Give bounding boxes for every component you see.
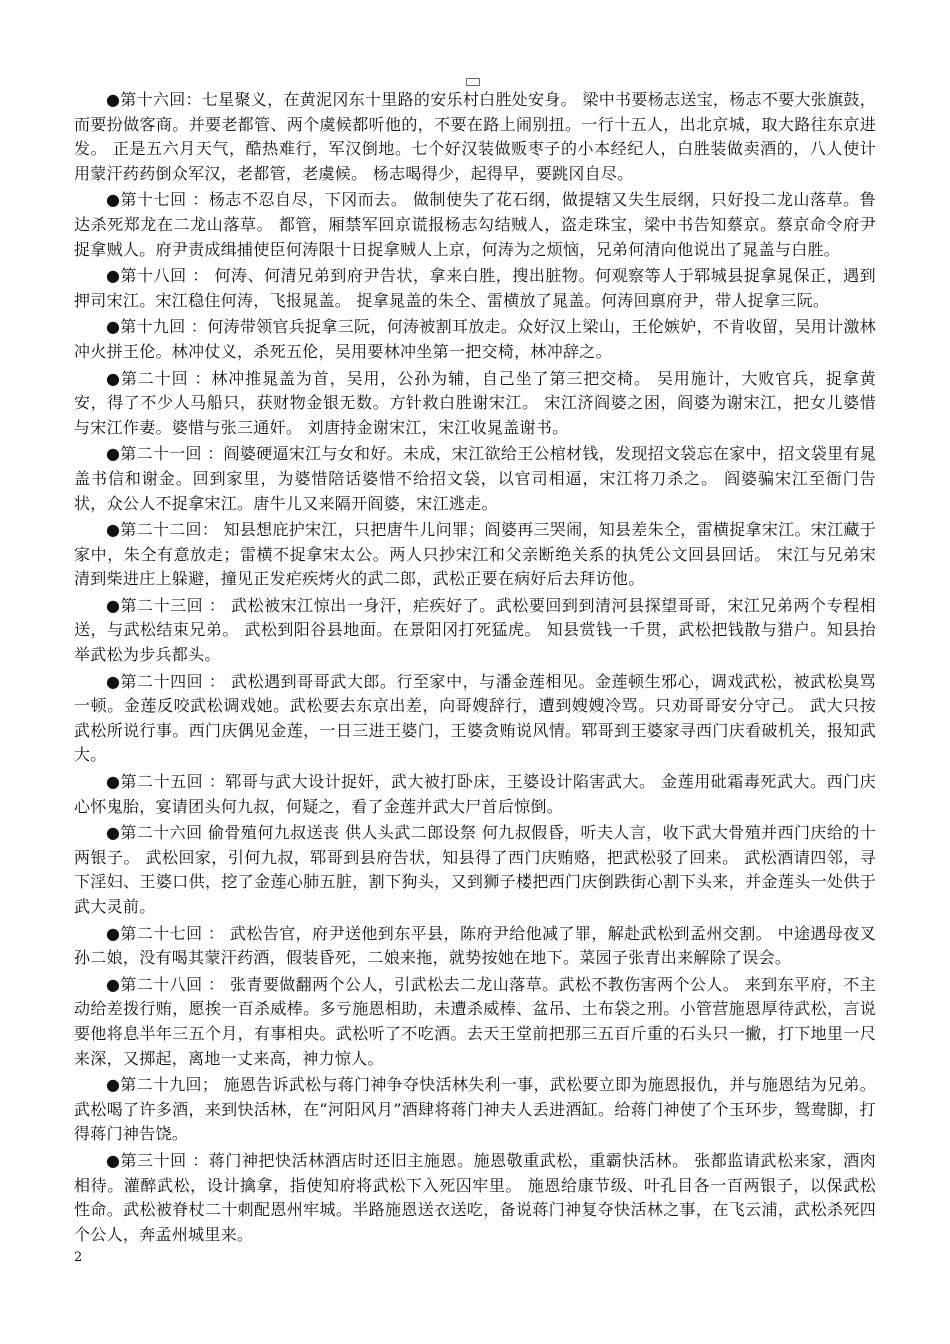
chapter-26-summary: ●第二十六回 偷骨殖何九叔送丧 供人头武二郎设祭 何九叔假昏，听夫人言，收下武大骨殖并西门庆给的十两银子。 武松回家，引何九叔，郓哥到县府告状，知县得了西门庆贿赂，把武松驳了回来。 武松酒请四邻，寻下淫妇、王婆口供，挖了金莲心肺五脏，割下狗头，又到狮子楼把西门庆倒跌街心割下头来，并金莲头一处供于武大灵前。 [74, 823, 876, 916]
chapter-27-summary: ●第二十七回 ： 武松告官，府尹送他到东平县，陈府尹给他减了罪，解赴武松到孟州交割。 中途遇母夜叉孙二娘，没有喝其蒙汗药酒，假装昏死，二娘来拖，就势按她在地下。菜园子张青出来解除了误会。 [74, 923, 876, 968]
chapter-25-summary: ●第二十五回 ：郓哥与武大设计捉奸，武大被打卧床，王婆设计陷害武大。 金莲用砒霜毒死武大。西门庆心怀鬼胎，宴请团头何九叔，何疑之，看了金莲并武大尸首后惊倒。 [74, 772, 876, 816]
chapter-24-summary: ●第二十四回 ： 武松遇到哥哥武大郎。行至家中，与潘金莲相见。金莲顿生邪心，调戏武松，被武松臭骂一顿。金莲反咬武松调戏她。武松要去东京出差，向哥嫂辞行，遭到嫂嫂冷骂。只劝哥哥安分守己。 武大只按武松所说行事。西门庆偶见金莲，一日三进王婆门，王婆贪贿说风情。郓哥到王婆家寻西门庆看破机关，报知武大。 [74, 671, 876, 765]
chapter-30-summary: ●第三十回 ：蒋门神把快活林酒店时还旧主施恩。施恩敬重武松，重霸快活林。 张都监请武松来家，酒肉相待。灌醉武松，设计擒拿，指使知府将武松下入死囚牢里。 施恩给康节级、叶孔目各一百两银子，以保武松性命。武松被脊杖二十刺配恩州牢城。半路施恩送衣送吃，备说蒋门神复夺快活林之事，在飞云浦，武松杀死四个公人，奔孟州城里来。 [74, 1150, 876, 1244]
chapter-summaries [74, 88, 876, 1249]
chapter-28-summary: ●第二十八回 ： 张青要做翻两个公人，引武松去二龙山落草。武松不教伤害两个公人。 来到东平府，不主动给差拨行贿，愿挨一百杀威棒。多亏施恩相助，未遭杀威棒、盆吊、土布袋之刑。小管营施恩厚待武松，言说要他将息半年三五个月，有事相央。武松听了不吃酒。去天王堂前把那三五百斤重的石头只一撇，打下地里一尺来深，又掷起，离地一丈来高，神力惊人。 [74, 974, 876, 1068]
chapter-21-summary: ●第二十一回 ：阎婆硬逼宋江与女和好。未成，宋江欲给王公棺材钱，发现招文袋忘在家中，招文袋里有晁盖书信和谢金。回到家里，为婆惜陪话婆惜不给招文袋，以官司相逼，宋江将刀杀之。 阎婆骗宋江至衙门告状，众公人不捉拿宋江。唐牛儿又来隔开阎婆，宋江逃走。 [74, 444, 876, 513]
chapter-19-summary: ●第十九回 ：何涛带领官兵捉拿三阮，何涛被割耳放走。众好汉上梁山，王伦嫉妒，不肯收留，吴用计激林冲火拼王伦。林冲仗义，杀死五伦，吴用要林冲坐第一把交椅，林冲辞之。 [74, 317, 876, 361]
chapter-18-summary: ●第十八回 ： 何涛、何清兄弟到府尹告状，拿来白胜，搜出脏物。何观察等人于郓城县捉拿晁保正，遇到押司宋江。宋江稳住何涛，飞报晁盖。 捉拿晁盖的朱仝、雷横放了晁盖。何涛回禀府尹，带人捉拿三阮。 [74, 266, 876, 310]
chapter-29-summary: ●第二十九回； 施恩告诉武松与蒋门神争夺快活林失利一事，武松要立即为施恩报仇，并与施恩结为兄弟。 武松喝了许多酒，来到快活林，在“河阳风月”酒肆将蒋门神夫人丢进酒缸。给蒋门神使了个玉环步，鸳鸯脚，打得蒋门神告饶。 [74, 1075, 876, 1144]
header-mark [466, 78, 480, 86]
chapter-16-summary: ●第十六回：七星聚义，在黄泥冈东十里路的安乐村白胜处安身。 梁中书要杨志送宝，杨志不要大张旗鼓，而要扮做客商。并要老都管、两个虞候都听他的，不要在路上闹别扭。一行十五人，出北京城，取大路往东京进发。 正是五六月天气，酷热难行，军汉倒地。七个好汉装做贩枣子的小本经纪人，白胜装做卖酒的，八人使计用蒙汗药药倒众军汉，老都管，老虞候。 杨志喝得少，起得早，要跳冈自尽。 [74, 90, 876, 183]
chapter-22-summary: ●第二十二回： 知县想庇护宋江，只把唐牛儿问罪；阎婆再三哭闹，知县差朱仝，雷横捉拿宋江。宋江藏于家中，朱仝有意放走；雷横不捉拿宋太公。两人只抄宋江和父亲断绝关系的执凭公文回县回话。 宋江与兄弟宋清到柴进庄上躲避，撞见正发疟疾烤火的武二郎，武松正要在病好后去拜访他。 [74, 520, 876, 589]
chapter-23-summary: ●第二十三回 ： 武松被宋江惊出一身汗，疟疾好了。武松要回到到清河县探望哥哥，宋江兄弟两个专程相送，与武松结束兄弟。 武松到阳谷县地面。在景阳冈打死猛虎。 知县赏钱一千贯，武松把钱散与猎户。知县抬举武松为步兵都头。 [74, 595, 876, 665]
chapter-17-summary: ●第十七回 ：杨志不忍自尽，下冈而去。 做制使失了花石纲，做提辖又失生辰纲，只好投二龙山落草。鲁达杀死郑龙在二龙山落草。 都管，厢禁军回京谎报杨志勾结贼人，盗走珠宝，梁中书告知蔡京。蔡京命令府尹捉拿贼人。府尹责成缉捕使臣何涛限十日捉拿贼人上京，何涛为之烦恼，兄弟何清向他说出了晁盖与白胜。 [74, 190, 876, 259]
page-number: 2 [74, 1250, 83, 1265]
chapter-20-summary: ●第二十回 ：林冲推晁盖为首，吴用，公孙为辅，自己坐了第三把交椅。 吴用施计，大败官兵，捉拿黄安，得了不少人马船只，获财物金银无数。方针救白胜谢宋江。 宋江济阎婆之困，阎婆为谢宋江，把女儿婆惜与宋江作妻。婆惜与张三通奸。 刘唐持金谢宋江，宋江收晁盖谢书。 [74, 368, 876, 437]
